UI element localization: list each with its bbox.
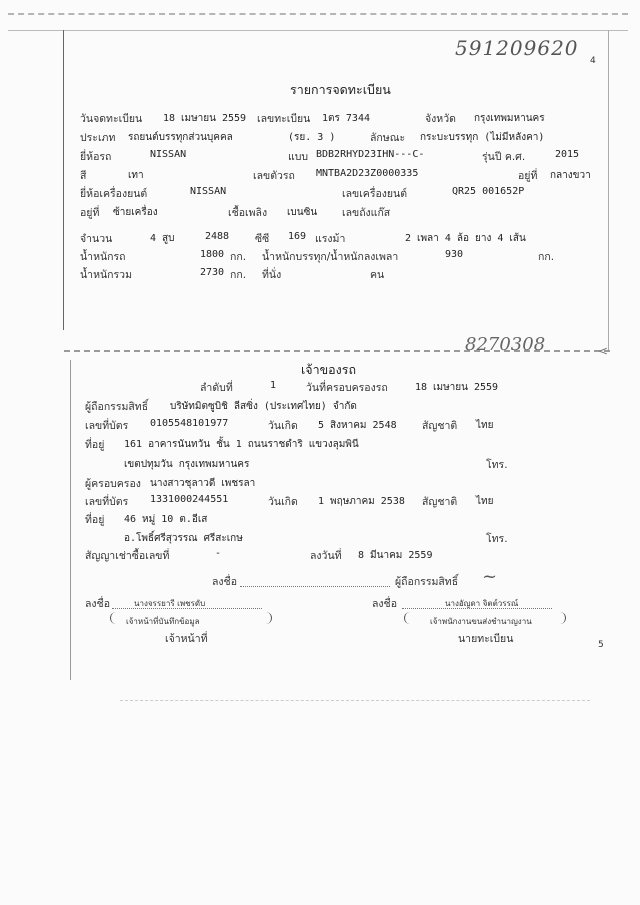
scan-noise-bottom [120,700,590,701]
owner-nation-label: สัญชาติ [422,420,458,432]
officer-stamp-bracket [110,612,272,624]
chevron-mark-icon: < [598,344,609,358]
reg-date: 18 เมษายน 2559 [163,113,247,124]
owner-nation: ไทย [476,420,494,431]
officer-sign-label: ลงชื่อ [85,598,110,610]
chassis-label: เลขตัวรถ [253,170,295,182]
contract-label: สัญญาเช่าซื้อเลขที่ [85,550,170,562]
torn-number: 8270308 [465,334,546,355]
section-title-owner: เจ้าของรถ [301,362,357,377]
page-number: 4 [590,56,596,66]
weight: 1800 [200,249,225,260]
side-page-number: 5 [598,640,604,650]
officer-title-stamp: เจ้าหน้าที่บันทึกข้อมูล [126,617,200,626]
lower-scan-line [70,360,71,680]
year: 2015 [555,149,580,160]
scan-noise [8,13,628,15]
plate-label: เลขทะเบียน [257,113,311,125]
holder-id: 1331000244551 [150,494,229,505]
owner-birth: 5 สิงหาคม 2548 [318,420,397,431]
contract-number: - [215,548,222,559]
cylinders: 4 สูบ [150,233,175,244]
hp-label: แรงม้า [315,233,346,245]
engine-brand: NISSAN [190,186,227,197]
reg-date-label: วันจดทะเบียน [80,113,143,125]
holder-phone-label: โทร. [486,533,508,545]
owner-addr-line2: เขตปทุมวัน กรุงเทพมหานคร [124,459,250,470]
order: 1 [270,380,277,391]
vehicle-type: รถยนต์บรรทุกส่วนบุคคล [128,132,233,143]
registrar-label: นายทะเบียน [458,633,514,645]
engine-loc: ซ้ายเครื่อง [113,207,158,218]
feature-label: ลักษณะ [370,132,406,144]
owner-addr-label: ที่อยู่ [85,439,105,451]
load-label: น้ำหนักบรรทุก/น้ำหนักลงเพลา [262,251,399,263]
possess-date-label: วันที่ครอบครองรถ [306,382,388,394]
holder-label: ผู้ครอบครอง [85,478,141,490]
owner-birth-label: วันเกิด [268,420,298,432]
owner-signature-label: ผู้ถือกรรมสิทธิ์ [395,576,459,588]
gross-label: น้ำหนักรวม [80,269,132,281]
registrar-sign-label: ลงชื่อ [372,598,397,610]
holder-birth: 1 พฤษภาคม 2538 [318,496,405,507]
owner-id: 0105548101977 [150,418,229,429]
province-label: จังหวัด [425,113,456,125]
holder-name: นางสาวชุลาวดี เพชรลา [150,478,256,489]
vertical-scan-line [63,30,64,330]
bottom-right-border [608,30,609,350]
owner-sign-label: ลงชื่อ [212,576,237,588]
officer-name: นางจรรยารี เพชรดับ [134,599,206,608]
chassis-loc: กลางขวา [550,170,591,181]
holder-addr-label: ที่อยู่ [85,514,105,526]
gross: 2730 [200,267,225,278]
cc-label: ซีซี [255,233,270,245]
owner-addr-line1: 161 อาคารนันทวัน ชั้น 1 ถนนราชดำริ แขวงลุมพินี [124,439,359,450]
scan-edge [8,30,628,31]
signed-date: 8 มีนาคม 2559 [358,550,433,561]
owner-label: ผู้ถือกรรมสิทธิ์ [85,401,149,413]
model: BDB2RHYD23IHN---C- [316,149,425,160]
owner-id-label: เลขที่บัตร [85,420,129,432]
owner-name: บริษัทมิตซูบิชิ ลีสซิ่ง (ประเทศไทย) จำกัด [170,401,357,412]
engine-loc-label: อยู่ที่ [80,207,100,219]
seats-label: ที่นั่ง [262,269,282,281]
engine-brand-label: ยี่ห้อเครื่องยนต์ [80,188,148,200]
model-label: แบบ [288,151,309,163]
holder-nation-label: สัญชาติ [422,496,458,508]
owner-signature-scribble: ~ [482,566,498,587]
kg-label-3: กก. [230,269,247,281]
kg-label-2: กก. [538,251,555,263]
registrar-name: นางอัญดา จิตต์วรรณ์ [445,599,519,608]
axles: 2 เพลา 4 ล้อ ยาง 4 เส้น [405,233,526,244]
type-label: ประเภท [80,132,116,144]
hp-value: 169 [288,231,307,242]
cc-value: 2488 [205,231,230,242]
holder-birth-label: วันเกิด [268,496,298,508]
color-label: สี [80,170,87,182]
holder-addr-line2: อ.โพธิ์ศรีสุวรรณ ศรีสะเกษ [124,533,243,544]
weight-label: น้ำหนักรถ [80,251,126,263]
holder-addr-line1: 46 หมู่ 10 ต.อีเส [124,514,208,525]
order-label: ลำดับที่ [200,382,233,394]
handwritten-number: 591209620 [455,36,579,60]
chassis: MNTBA2D23Z0000335 [316,168,419,179]
fuel: เบนซิน [287,207,318,218]
possess-date: 18 เมษายน 2559 [415,382,499,393]
section-title-registration: รายการจดทะเบียน [290,82,391,97]
owner-phone-label: โทร. [486,459,508,471]
engine-no-label: เลขเครื่องยนต์ [342,188,408,200]
feature: กระบะบรรทุก (ไม่มีหลังคา) [420,132,545,143]
fuel-label: เชื้อเพลิง [228,207,268,219]
year-label: รุ่นปี ค.ศ. [482,151,526,163]
engine-no: QR25 001652P [452,186,525,197]
registrar-stamp-bracket [404,612,566,624]
gas-tank-label: เลขถังแก๊ส [342,207,391,219]
kg-label-1: กก. [230,251,247,263]
brand: NISSAN [150,149,187,160]
signed-date-label: ลงวันที่ [310,550,342,562]
color: เทา [128,170,144,181]
chassis-loc-label: อยู่ที่ [518,170,538,182]
holder-id-label: เลขที่บัตร [85,496,129,508]
count-label: จำนวน [80,233,113,245]
officer-label: เจ้าหน้าที่ [165,633,208,645]
rys-code: (รย. 3 ) [288,132,336,143]
province: กรุงเทพมหานคร [474,113,545,124]
plate: 1ตร 7344 [322,113,370,124]
brand-label: ยี่ห้อรถ [80,151,112,163]
load: 930 [445,249,464,260]
holder-nation: ไทย [476,496,494,507]
registrar-title-stamp: เจ้าพนักงานขนส่งชำนาญงาน [430,617,532,626]
owner-sign-line [240,586,390,587]
persons-label: คน [370,269,385,281]
